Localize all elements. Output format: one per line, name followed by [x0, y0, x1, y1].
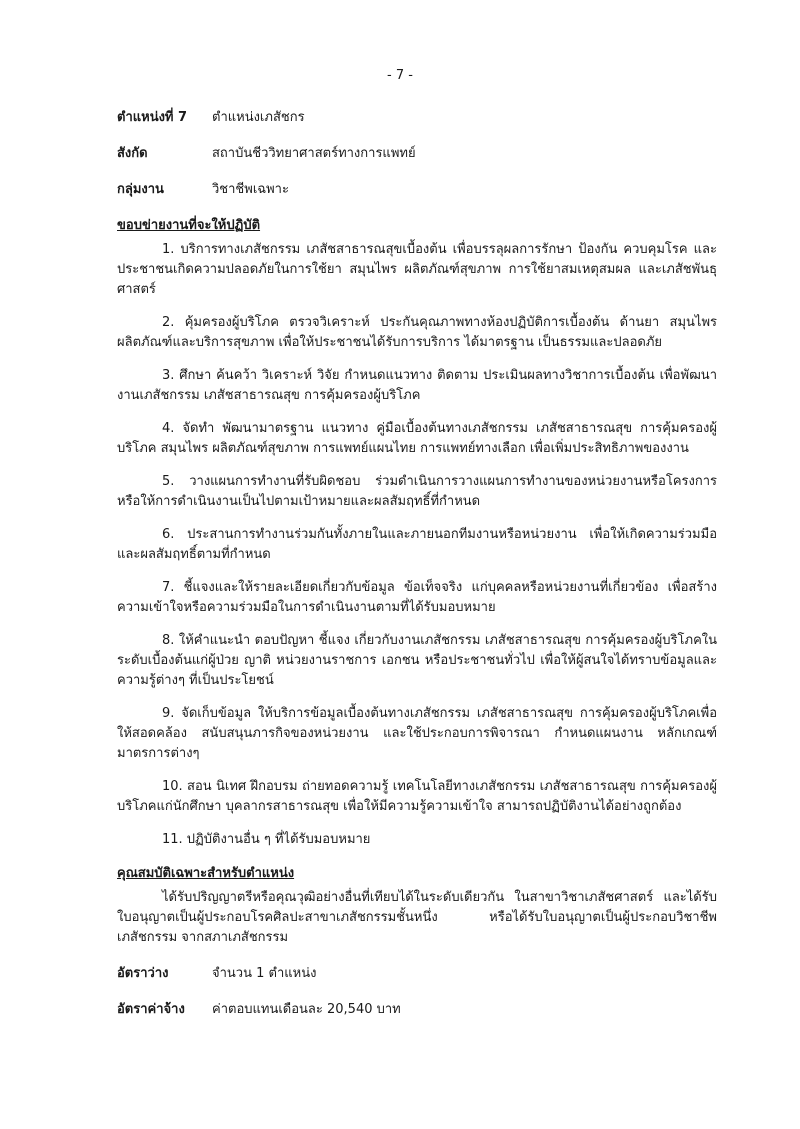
- work-group-value: วิชาชีพเฉพาะ: [212, 182, 289, 197]
- duty-item: 2. คุ้มครองผู้บริโภค ตรวจวิเคราะห์ ประกันคุณภาพทางห้องปฏิบัติการเบื้องต้น ด้านยา สมุนไพร ผลิตภัณฑ์และบริการสุขภาพ เพื่อให้ประชาชนได้รับการบริการ ได้มาตรฐาน เป็นธรรมและปลอดภัย: [117, 315, 717, 350]
- work-group-label: กลุ่มงาน: [117, 182, 164, 197]
- affiliation-label: สังกัด: [117, 146, 148, 161]
- duty-item: 6. ประสานการทำงานร่วมกันทั้งภายในและภายนอกทีมงานหรือหน่วยงาน เพื่อให้เกิดความร่วมมือและผลสัมฤทธิ์ตามที่กำหนด: [117, 527, 717, 562]
- document-body: [117, 108, 717, 1036]
- qualifications-text: ได้รับปริญญาตรีหรือคุณวุฒิอย่างอื่นที่เทียบได้ในระดับเดียวกัน ในสาขาวิชาเภสัชศาสตร์ และได้รับใบอนุญาตเป็นผู้ประกอบโรคศิลปะสาขาเภสัชกรรมชั้นหนึ่ง หรือได้รับใบอนุญาตเป็นผู้ประกอบวิชาชีพเภสัชกรรม จากสภาเภสัชกรรม: [117, 890, 717, 945]
- duty-item: 11. ปฏิบัติงานอื่น ๆ ที่ได้รับมอบหมาย: [162, 832, 371, 847]
- affiliation-value: สถาบันชีววิทยาศาสตร์ทางการแพทย์: [212, 146, 416, 161]
- duty-item: 8. ให้คำแนะนำ ตอบปัญหา ชี้แจง เกี่ยวกับงานเภสัชกรรม เภสัชสาธารณสุข การคุ้มครองผู้บริโภคในระดับเบื้องต้นแก่ผู้ป่วย ญาติ หน่วยงานราชการ เอกชน หรือประชาชนทั่วไป เพื่อให้ผู้สนใจได้ทราบข้อมูลและความรู้ต่างๆ ที่เป็นประโยชน์: [117, 633, 717, 688]
- salary-value: ค่าตอบแทนเดือนละ 20,540 บาท: [212, 1002, 401, 1017]
- work-group-row: [117, 180, 717, 200]
- vacancy-row: [117, 964, 717, 984]
- vacancy-value: จำนวน 1 ตำแหน่ง: [212, 966, 317, 981]
- duty-item: 1. บริการทางเภสัชกรรม เภสัชสาธารณสุขเบื้องต้น เพื่อบรรลุผลการรักษา ป้องกัน ควบคุมโรค และประชาชนเกิดความปลอดภัยในการใช้ยา สมุนไพร ผลิตภัณฑ์สุขภาพ การใช้ยาสมเหตุสมผล และเภสัชพันธุศาสตร์: [117, 242, 717, 297]
- affiliation-row: [117, 144, 717, 164]
- duty-item: 4. จัดทำ พัฒนามาตรฐาน แนวทาง คู่มือเบื้องต้นทางเภสัชกรรม เภสัชสาธารณสุข การคุ้มครองผู้บริโภค สมุนไพร ผลิตภัณฑ์สุขภาพ การแพทย์แผนไทย การแพทย์ทางเลือก เพื่อเพิ่มประสิทธิภาพของงาน: [117, 421, 717, 456]
- salary-label: อัตราค่าจ้าง: [117, 1002, 185, 1017]
- vacancy-label: อัตราว่าง: [117, 966, 169, 981]
- duties-list: [117, 240, 717, 850]
- duties-heading: ขอบข่ายงานที่จะให้ปฏิบัติ: [117, 218, 261, 233]
- duty-item: 7. ชี้แจงและให้รายละเอียดเกี่ยวกับข้อมูล ข้อเท็จจริง แก่บุคคลหรือหน่วยงานที่เกี่ยวข้อง เพื่อสร้างความเข้าใจหรือความร่วมมือในการดำเนินงานตามที่ได้รับมอบหมาย: [117, 580, 717, 615]
- qualifications-heading: คุณสมบัติเฉพาะสำหรับตำแหน่ง: [117, 866, 295, 881]
- page-number: - 7 -: [387, 68, 413, 83]
- duty-item: 9. จัดเก็บข้อมูล ให้บริการข้อมูลเบื้องต้นทางเภสัชกรรม เภสัชสาธารณสุข การคุ้มครองผู้บริโภคเพื่อให้สอดคล้อง สนับสนุนภารกิจของหน่วยงาน และใช้ประกอบการพิจารณา กำหนดแผนงาน หลักเกณฑ์มาตรการต่างๆ: [117, 706, 717, 761]
- salary-row: [117, 1000, 717, 1020]
- duty-item: 5. วางแผนการทำงานที่รับผิดชอบ ร่วมดำเนินการวางแผนการทำงานของหน่วยงานหรือโครงการ หรือให้การดำเนินงานเป็นไปตามเป้าหมายและผลสัมฤทธิ์ที่กำหนด: [117, 474, 717, 509]
- position-row: [117, 108, 717, 128]
- position-label: ตำแหน่งที่ 7: [117, 110, 188, 125]
- duty-item: 3. ศึกษา ค้นคว้า วิเคราะห์ วิจัย กำหนดแนวทาง ติดตาม ประเมินผลทางวิชาการเบื้องต้น เพื่อพัฒนางานเภสัชกรรม เภสัชสาธารณสุข การคุ้มครองผู้บริโภค: [117, 368, 717, 403]
- position-value: ตำแหน่งเภสัชกร: [212, 110, 305, 125]
- duty-item: 10. สอน นิเทศ ฝึกอบรม ถ่ายทอดความรู้ เทคโนโลยีทางเภสัชกรรม เภสัชสาธารณสุข การคุ้มครองผู้บริโภคแก่นักศึกษา บุคลากรสาธารณสุข เพื่อให้มีความรู้ความเข้าใจ สามารถปฏิบัติงานได้อย่างถูกต้อง: [117, 779, 717, 814]
